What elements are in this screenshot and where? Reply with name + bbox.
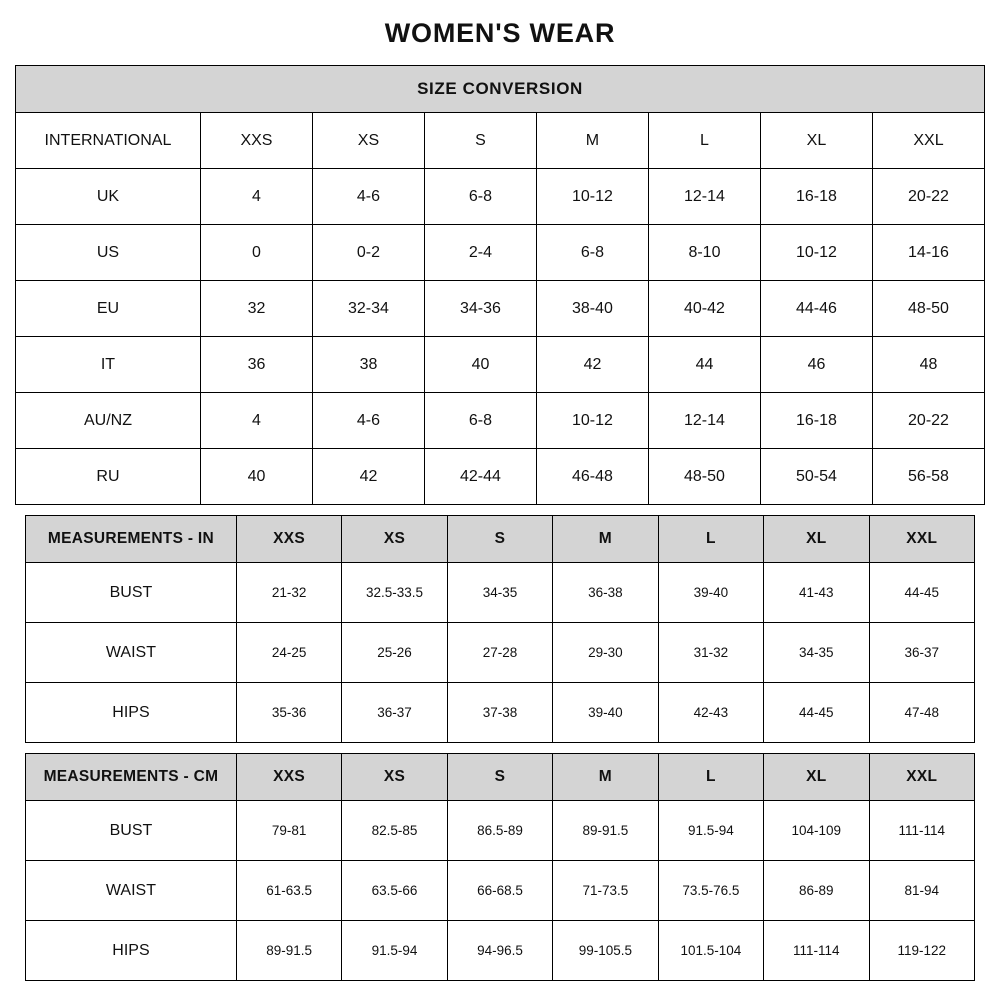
value-cell: 24-25 <box>236 623 341 683</box>
table-row <box>15 281 984 337</box>
value-cell: 37-38 <box>447 683 552 743</box>
value-cell: 20-22 <box>872 169 984 225</box>
table-row <box>15 393 984 449</box>
value-cell: 40 <box>424 337 536 393</box>
value-cell: 63.5-66 <box>342 861 447 921</box>
value-cell: 10-12 <box>536 393 648 449</box>
value-cell: 6-8 <box>536 225 648 281</box>
value-cell: 50-54 <box>760 449 872 505</box>
value-cell: 21-32 <box>236 563 341 623</box>
table-row <box>26 683 975 743</box>
value-cell: 89-91.5 <box>553 801 658 861</box>
value-cell: 86-89 <box>764 861 869 921</box>
column-header: S <box>424 113 536 169</box>
value-cell: 86.5-89 <box>447 801 552 861</box>
value-cell: 8-10 <box>648 225 760 281</box>
table-row <box>26 623 975 683</box>
column-header: L <box>658 516 763 563</box>
value-cell: 25-26 <box>342 623 447 683</box>
value-cell: 4 <box>200 393 312 449</box>
table-row <box>26 563 975 623</box>
table-row <box>15 225 984 281</box>
value-cell: 94-96.5 <box>447 921 552 981</box>
value-cell: 61-63.5 <box>236 861 341 921</box>
value-cell: 36 <box>200 337 312 393</box>
size_conversion-title-row <box>15 66 984 113</box>
row-label: UK <box>15 169 200 225</box>
value-cell: 4-6 <box>312 169 424 225</box>
value-cell: 39-40 <box>658 563 763 623</box>
value-cell: 91.5-94 <box>342 921 447 981</box>
value-cell: 34-36 <box>424 281 536 337</box>
value-cell: 38 <box>312 337 424 393</box>
value-cell: 10-12 <box>536 169 648 225</box>
value-cell: 91.5-94 <box>658 801 763 861</box>
value-cell: 101.5-104 <box>658 921 763 981</box>
measurements_cm-header-row <box>26 754 975 801</box>
value-cell: 44 <box>648 337 760 393</box>
value-cell: 73.5-76.5 <box>658 861 763 921</box>
value-cell: 32 <box>200 281 312 337</box>
value-cell: 56-58 <box>872 449 984 505</box>
row-label: US <box>15 225 200 281</box>
row-label: HIPS <box>26 921 237 981</box>
value-cell: 44-46 <box>760 281 872 337</box>
value-cell: 48-50 <box>648 449 760 505</box>
value-cell: 89-91.5 <box>236 921 341 981</box>
value-cell: 16-18 <box>760 393 872 449</box>
value-cell: 4-6 <box>312 393 424 449</box>
value-cell: 40 <box>200 449 312 505</box>
row-label: BUST <box>26 563 237 623</box>
value-cell: 32-34 <box>312 281 424 337</box>
column-header: XL <box>764 754 869 801</box>
table-row <box>26 801 975 861</box>
value-cell: 35-36 <box>236 683 341 743</box>
column-header: M <box>553 754 658 801</box>
value-cell: 0-2 <box>312 225 424 281</box>
value-cell: 46-48 <box>536 449 648 505</box>
value-cell: 42-43 <box>658 683 763 743</box>
value-cell: 44-45 <box>764 683 869 743</box>
table-row <box>15 169 984 225</box>
column-header: XL <box>764 516 869 563</box>
table-row <box>15 337 984 393</box>
value-cell: 119-122 <box>869 921 975 981</box>
column-header: L <box>658 754 763 801</box>
measurements-in-table <box>25 515 975 743</box>
value-cell: 36-37 <box>869 623 975 683</box>
value-cell: 27-28 <box>447 623 552 683</box>
column-header: INTERNATIONAL <box>15 113 200 169</box>
measurements-cm-table <box>25 753 975 981</box>
value-cell: 16-18 <box>760 169 872 225</box>
column-header: XL <box>760 113 872 169</box>
value-cell: 111-114 <box>764 921 869 981</box>
row-label: WAIST <box>26 623 237 683</box>
value-cell: 14-16 <box>872 225 984 281</box>
column-header: MEASUREMENTS - IN <box>26 516 237 563</box>
table-row <box>26 861 975 921</box>
value-cell: 29-30 <box>553 623 658 683</box>
table-row <box>26 921 975 981</box>
value-cell: 82.5-85 <box>342 801 447 861</box>
column-header: XXL <box>872 113 984 169</box>
value-cell: 81-94 <box>869 861 975 921</box>
size_conversion-title: SIZE CONVERSION <box>15 66 984 113</box>
value-cell: 48 <box>872 337 984 393</box>
value-cell: 36-37 <box>342 683 447 743</box>
column-header: MEASUREMENTS - CM <box>26 754 237 801</box>
value-cell: 66-68.5 <box>447 861 552 921</box>
value-cell: 42 <box>536 337 648 393</box>
column-header: XS <box>342 516 447 563</box>
row-label: EU <box>15 281 200 337</box>
value-cell: 42-44 <box>424 449 536 505</box>
value-cell: 111-114 <box>869 801 975 861</box>
value-cell: 36-38 <box>553 563 658 623</box>
value-cell: 47-48 <box>869 683 975 743</box>
page-title: WOMEN'S WEAR <box>384 18 616 48</box>
value-cell: 38-40 <box>536 281 648 337</box>
value-cell: 34-35 <box>447 563 552 623</box>
column-header: XXL <box>869 754 975 801</box>
value-cell: 48-50 <box>872 281 984 337</box>
value-cell: 4 <box>200 169 312 225</box>
size_conversion-header-row <box>15 113 984 169</box>
value-cell: 31-32 <box>658 623 763 683</box>
value-cell: 44-45 <box>869 563 975 623</box>
column-header: XS <box>342 754 447 801</box>
value-cell: 99-105.5 <box>553 921 658 981</box>
column-header: S <box>447 516 552 563</box>
value-cell: 10-12 <box>760 225 872 281</box>
value-cell: 2-4 <box>424 225 536 281</box>
value-cell: 71-73.5 <box>553 861 658 921</box>
value-cell: 0 <box>200 225 312 281</box>
column-header: XXS <box>236 516 341 563</box>
column-header: M <box>553 516 658 563</box>
value-cell: 41-43 <box>764 563 869 623</box>
column-header: XXL <box>869 516 975 563</box>
row-label: AU/NZ <box>15 393 200 449</box>
value-cell: 39-40 <box>553 683 658 743</box>
value-cell: 12-14 <box>648 169 760 225</box>
value-cell: 12-14 <box>648 393 760 449</box>
value-cell: 46 <box>760 337 872 393</box>
value-cell: 40-42 <box>648 281 760 337</box>
table-row <box>15 449 984 505</box>
row-label: BUST <box>26 801 237 861</box>
column-header: L <box>648 113 760 169</box>
value-cell: 104-109 <box>764 801 869 861</box>
value-cell: 20-22 <box>872 393 984 449</box>
row-label: HIPS <box>26 683 237 743</box>
column-header: XXS <box>236 754 341 801</box>
column-header: M <box>536 113 648 169</box>
measurements_in-header-row <box>26 516 975 563</box>
row-label: WAIST <box>26 861 237 921</box>
value-cell: 6-8 <box>424 169 536 225</box>
column-header: XXS <box>200 113 312 169</box>
column-header: XS <box>312 113 424 169</box>
value-cell: 42 <box>312 449 424 505</box>
value-cell: 32.5-33.5 <box>342 563 447 623</box>
value-cell: 79-81 <box>236 801 341 861</box>
size-conversion-table <box>15 65 985 505</box>
column-header: S <box>447 754 552 801</box>
row-label: IT <box>15 337 200 393</box>
row-label: RU <box>15 449 200 505</box>
value-cell: 34-35 <box>764 623 869 683</box>
value-cell: 6-8 <box>424 393 536 449</box>
